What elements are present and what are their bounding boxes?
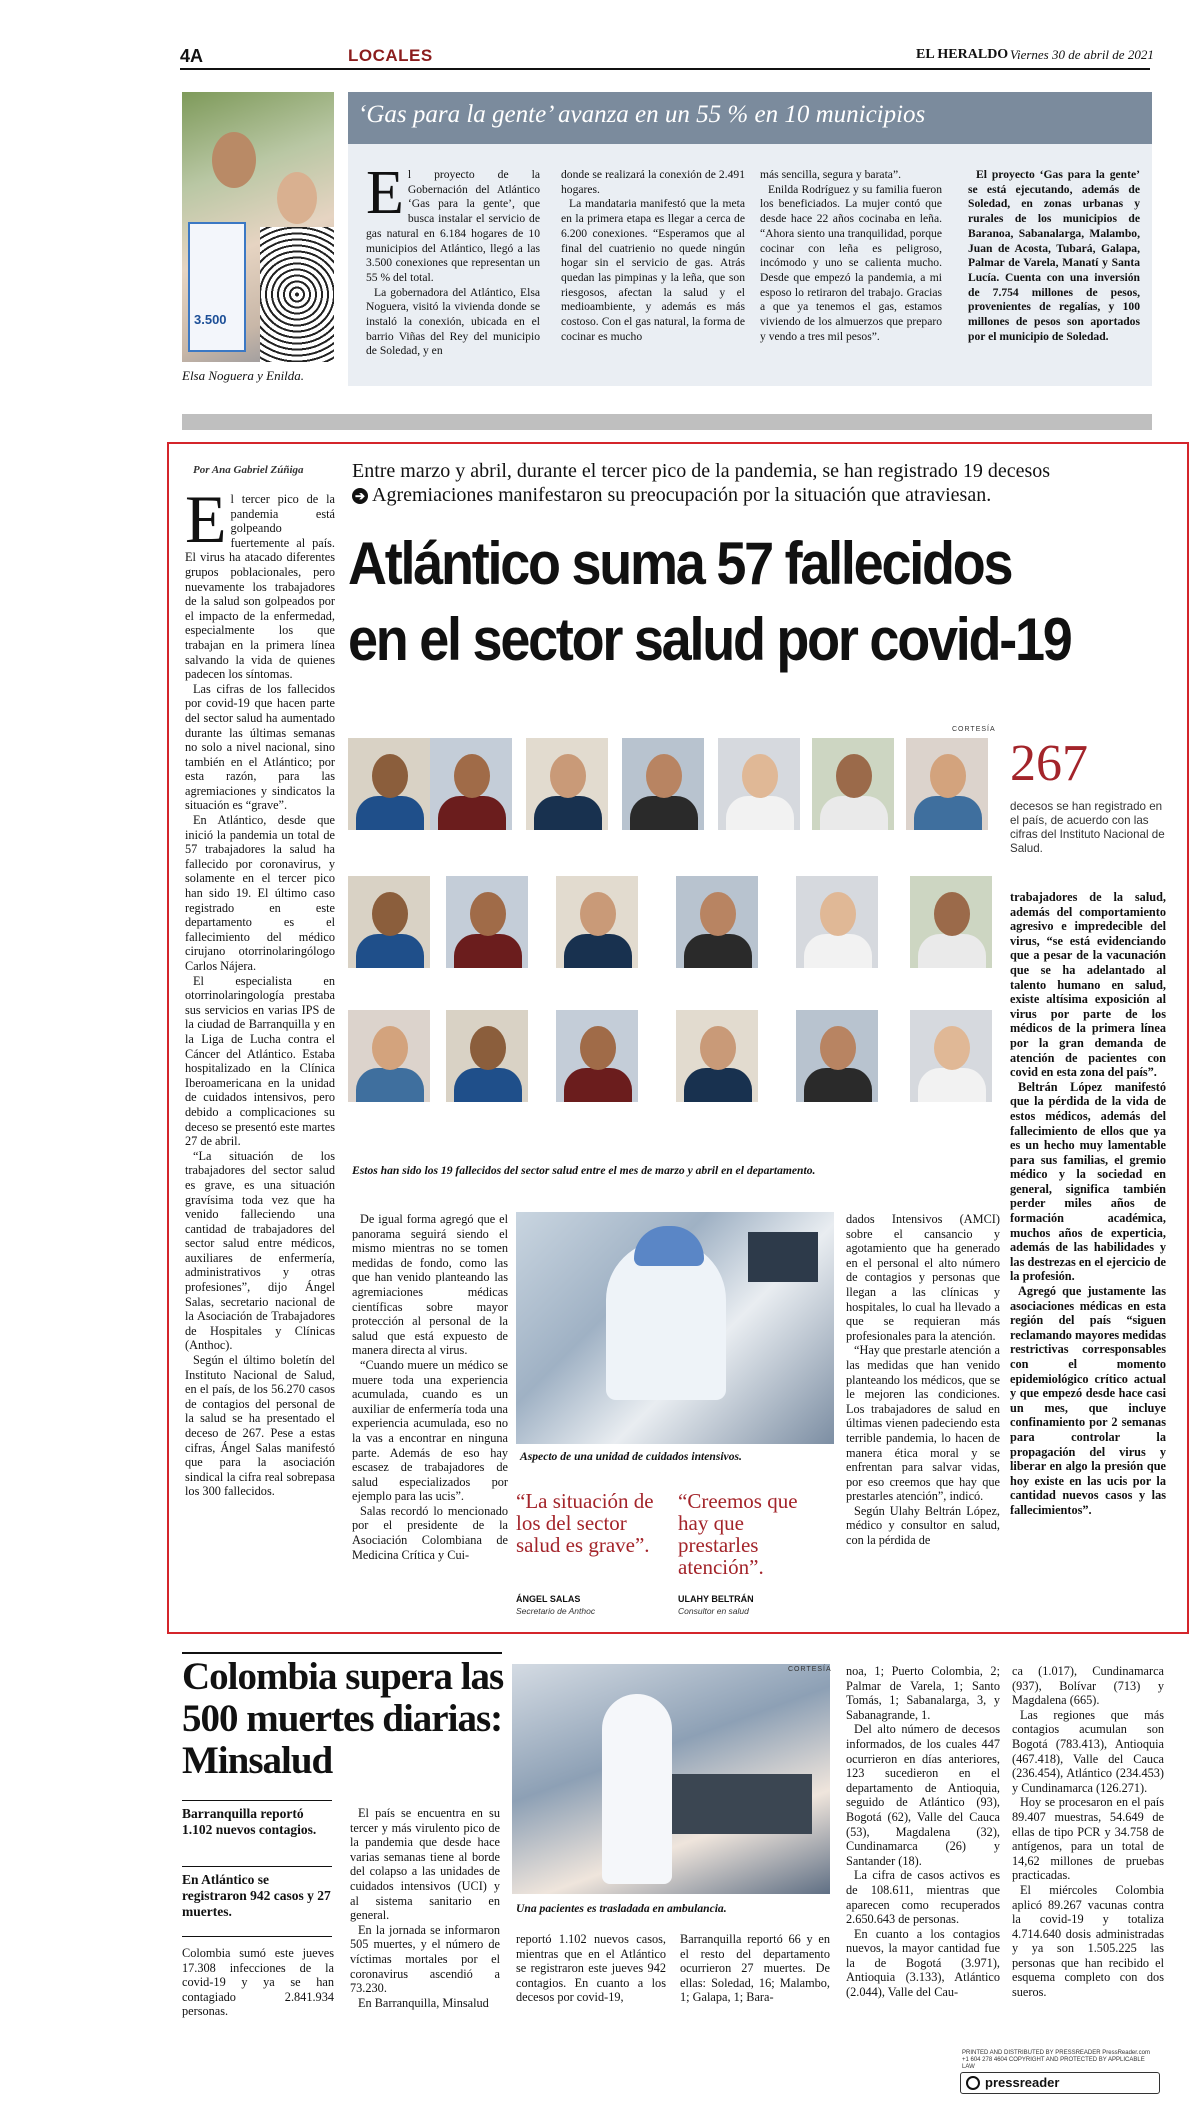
gas-col2b-text: La mandataria manifestó que la meta en la primera etapa es llegar a cerca de 6.200 conexiones. “Esperamos que al final del cuatrienio no quede ningún hogar sin el servicio de gas. Atrás quedan las pimpinas y la leña, que son riesgosos, afectan la salud y el medioambiente, y además es más costoso. Con el gas natural, la forma de cocinar es mucho [561,197,745,343]
mid3-p2: “Hay que prestarle atención a las medidas que han venido planteando los médicos, que se le mejoren las condiciones. Los trabajadores de salud en últimas vienen padeciendo esta terrible pandemia, lo hacen de manera ética moral y se enfrentan para salvar vidas, por eso creemos que hay que prestarles atención”, indicó. [846,1343,1000,1504]
pull-quote-1-role: Secretario de Anthoc [516,1606,596,1616]
icu-photo [516,1212,834,1444]
deck-line-2 [352,484,991,507]
left-p6: Según el último boletín del Instituto Nacional de Salud, en el país, de los 56.270 casos de contagios del personal de la salud se ha presentado el deceso de 267. Pese a estas cifras, Ángel Salas manifestó que para la asociación sindical la cifra real sobrepasa los 300 fallecidos. [185,1353,335,1499]
pull-quote-1-name: ÁNGEL SALAS [516,1594,581,1604]
bottom-col-4 [846,1664,1000,2000]
b5-p4: El miércoles Colombia aplicó 89.267 vacunas contra la covid-19 y totaliza 4.714.640 dosis administradas y ya son 1.505.225 las personas que han recibido el esquema completo con dos sueros. [1012,1882,1164,2000]
b2-p3: En Barranquilla, Minsalud [358,1995,489,2010]
right-p1: trabajadores de la salud, además del comportamiento agresivo e impredecible del virus, “se está evidenciando que a pesar de la vacunación que se ha adelantado al talento humano en salud, existe altísima exposición al virus por parte de los médicos de la primera línea por la gran demanda de atención de pacientes con covid en esta zona del país”. [1010,890,1166,1080]
header-rule [180,68,1150,70]
pull-quote-2-name: ULAHY BELTRÁN [678,1594,754,1604]
icu-caption: Aspecto de una unidad de cuidados intensivos. [520,1450,742,1463]
main-left-column [185,481,335,1499]
bottom-col-3a: reportó 1.102 nuevos casos, mientras que en el Atlántico se registraron este jueves 942 contagios. En cuanto a los decesos por covid-19, [516,1932,666,2005]
b4-p1: noa, 1; Puerto Colombia, 2; Palmar de Varela, 1; Santo Tomás, 1; Sabanalarga, 3, y Sabanagrande, 1. [846,1664,1000,1722]
bottom-col-2 [350,1806,500,2010]
main-mid-column-3 [846,1212,1000,1548]
sub-rule-1 [182,1800,332,1801]
bottom-col-5 [1012,1664,1164,2000]
b4-p4: En cuanto a los contagios nuevos, la mayor cantidad fue la de Bogotá (3.971), Antioquia (3.133), Atlántico (2.044), Valle del Cau- [846,1926,1000,2000]
stat-number: 267 [1010,735,1088,792]
gas-story-photo [182,92,334,362]
b5-p3: Hoy se procesaron en el país 89.407 muestras, 54.649 de ellas de tipo PCR y 34.758 de antígenos, para un total de 14,62 millones de pruebas practicadas. [1012,1795,1164,1883]
left-p5: “La situación de los trabajadores del sector salud es grave, es una situación gravísima toda vez que ha venido falleciendo una cantidad de trabajadores del sector salud entre médicos, auxiliares de enfermería, administrativos y otras profesiones”, dijo Ángel Salas, secretario nacional de la Asociación de Trabajadores de Hospitales y Clínicas (Anthoc). [185,1148,335,1353]
left-p2: Las cifras de los fallecidos por covid-19 que hacen parte del sector salud ha aumentado durante las últimas semanas no solo a nivel nacional, sino también en el Atlántico; por esta razón, para las agremiaciones y sindicatos la situación es “grave”. [185,681,335,813]
b2-p2: En la jornada se informaron 505 muertes, y el número de víctimas mortales por el coronavirus ascendió a 73.230. [350,1922,500,1996]
bottom-sub-1: Barranquilla reportó 1.102 nuevos contagios. [182,1806,317,1837]
b5-p2: Las regiones que más contagios acumulan son Bogotá (783.413), Antioquia (467.418), Valle del Cauca (236.454), Atlántico (234.453) y Cundinamarca (126.271). [1012,1707,1164,1795]
victim-portrait [796,876,878,968]
story-separator [182,414,1152,430]
main-right-column [1010,890,1166,1518]
arrow-circle-icon: ➔ [352,488,368,504]
mid3-p3: Según Ulahy Beltrán López, médico y consultor en salud, con la pérdida de [846,1503,1000,1548]
main-dropcap: E [185,481,227,557]
main-headline [348,526,1086,678]
ambulance-caption: Una pacientes es trasladada en ambulancia. [516,1902,727,1915]
gas-col2-text: donde se realizará la conexión de 2.491 hogares. [561,168,745,196]
gas-col3-text: más sencilla, segura y barata”. [760,168,901,181]
photo-credit: CORTESÍA [952,726,996,733]
victim-portrait [446,876,528,968]
gas-col3b-text: Enilda Rodríguez y su familia fueron los beneficiados. La mujer contó que desde hace 22 años cocinaba en leña. “Ahora siento una tranquilidad, porque cocinar con leña es peligroso, incómodo y uno se calienta mucho. Desde que empezó la pandemia, a mi esposo lo retiraron del trabajo. Gracias a que ya tenemos el gas, estamos viviendo de los almuerzos que preparo y vendo a tres mil pesos”. [760,182,942,343]
right-p3: Agregó que justamente las asociaciones médicas en esta región del país “siguen reclamando mayores medidas restrictivas corresponsables con el momento epidemiológico crítico actual y que empezó desde hace casi un mes, que incluye confinamiento por 2 semanas para controlar la propagación del virus y liberar en algo la presión que hoy existe en las ucis por la cantidad nuevos casos y las fallecimientos”. [1010,1284,1166,1517]
pull-quote-2-role: Consultor en salud [678,1606,749,1616]
b2-p1: El país se encuentra en su tercer y más virulento pico de la pandemia que desde hace varias semanas tiene al borde del colapso a las unidades de cuidados intensivos (UCI) y al sistema sanitario en general. [350,1806,500,1923]
ambulance-photo [512,1664,830,1894]
victim-portrait [430,738,512,830]
gas-col4-text: El proyecto ‘Gas para la gente’ se está ejecutando, además de Soledad, en zonas urbanas y rurales de los municipios de Baranoa, Sabanalarga, Malambo, Juan de Acosta, Tubará, Galapa, Palmar de Varela, Manatí y Santa Lucía. Cuenta con una inversión de 7.754 millones de pesos, provenientes de regalías, y 100 millones de pesos son aportados por el municipio de Soledad. [968,168,1140,343]
gas-story-title: ‘Gas para la gente’ avanza en un 55 % en 10 municipios [358,101,926,128]
victim-portrait [556,1010,638,1102]
victim-portrait [348,1010,430,1102]
pressreader-logo[interactable] [960,2072,1160,2094]
grid-caption: Estos han sido los 19 fallecidos del sector salud entre el mes de marzo y abril en el departamento. [352,1164,816,1177]
pressreader-logo-text: pressreader [985,2075,1060,2090]
gas-column-3 [760,168,942,344]
left-p4: El especialista en otorrinolaringología prestaba sus servicios en varias IPS de la ciudad de Barranquilla y en la Liga de Lucha contra el Cáncer del Atlántico. Estaba hospitalizado en la Clínica Iberoamericana en la unidad de cuidados intensivos, pero debido a complicaciones su deceso se presentó este martes 27 de abril. [185,973,335,1149]
headline-line-2: en el sector salud por covid-19 [348,606,1071,673]
victim-portrait [446,1010,528,1102]
victim-portrait [622,738,704,830]
left-p3: En Atlántico, desde que inició la pandemia un total de 57 trabajadores la salud ha fallecido por coronavirus, y solamente en el tercer pico han sido 19. El último caso registrado en este departamento es el fallecimiento del médico cirujano otorrinolaringólogo Carlos Nájera. [185,813,335,973]
issue-date: Viernes 30 de abril de 2021 [1010,47,1154,62]
bottom-headline: Colombia supera las 500 muertes diarias: Minsalud [182,1655,504,1782]
victim-portrait [910,1010,992,1102]
pull-quote-2: “Creemos que hay que prestarles atención”. [678,1489,798,1579]
page-number: 4A [180,46,204,66]
bottom-sub-2: En Atlántico se registraron 942 casos y 27 muertes. [182,1872,331,1919]
mid1-p2: “Cuando muere un médico se muere toda una experiencia acumulada, cuando es un auxiliar de enfermería toda una experiencia acumulada, eso no la vas a encontrar en ninguna parte. Además de eso hay escasez de trabajadores de salud especializados por ejemplo para las ucis”. [352,1357,508,1504]
victim-portrait [906,738,988,830]
victim-portrait [556,876,638,968]
gas-column-2 [561,168,745,344]
b4-p2: Del alto número de decesos informados, de los cuales 447 ocurrieron en días anteriores, 123 sucedieron en el departamento de Antioquia, seguido de Atlántico (93), Bogotá (62), Valle del Cauca (53), Magdalena (32), Cundinamarca (26) y Santander (18). [846,1722,1000,1868]
sub-rule-2 [182,1866,332,1867]
bottom-col-3b: Barranquilla reportó 66 y en el resto del departamento ocurrieron 27 muertes. De ellas: Soledad, 16; Malambo, 1; Galapa, 1; Bara- [680,1932,830,2005]
pressreader-note: PRINTED AND DISTRIBUTED BY PRESSREADER PressReader.com +1 604 278 4604 COPYRIGHT AND PROTECTED BY APPLICABLE LAW [962,2050,1150,2070]
newspaper-name: EL HERALDO [916,47,1009,62]
victim-portrait [676,1010,758,1102]
left-p1: l tercer pico de la pandemia está golpeando fuertemente al país. El virus ha atacado diferentes grupos poblacionales, pero nuevamente los trabajadores de la salud son golpeados por el impacto de la enfermedad, especialmente los que trabajan en la primera línea salvando la vida de quienes padecen los síntomas. [185,492,335,682]
gas-column-1 [366,159,540,359]
pressreader-logo-icon [966,2076,980,2090]
byline: Por Ana Gabriel Zúñiga [193,464,304,476]
gas-col1b-text: La gobernadora del Atlántico, Elsa Noguera, visitó la vivienda donde se instaló la conexión, ubicada en el barrio Viñas del Rey del municipio de Soledad, y en [366,285,540,358]
victim-portrait [718,738,800,830]
section-name: LOCALES [348,46,433,65]
gas-photo-caption: Elsa Noguera y Enilda. [182,368,305,383]
main-mid-column-1 [352,1212,508,1562]
gas-photo-sign-text: 3.500 [194,312,227,327]
bottom-col-1: Colombia sumó este jueves 17.308 infecciones de la covid-19 y ya se han contagiado 2.841.934 personas. [182,1946,334,2019]
gas-dropcap: E [366,159,404,227]
b4-p3: La cifra de casos activos es de 108.611, mientras que aparecen como recuperados 2.650.643 de personas. [846,1868,1000,1927]
mid3-p1: dados Intensivos (AMCI) sobre el cansancio y agotamiento que ha generado en el personal el alto número de contagios y personas que llegan a las clínicas y hospitales, lo cual ha llevado a que se requieran más profesionales para la atención. [846,1212,1000,1343]
victim-portrait [910,876,992,968]
bottom-photo-credit: CORTESÍA [788,1666,832,1673]
sub-rule-3 [182,1936,332,1937]
victim-portrait [348,876,430,968]
victim-portrait [796,1010,878,1102]
right-p2: Beltrán López manifestó que la pérdida de la vida de estos médicos, además del fallecimiento de ellos que ya es un hecho muy lamentable para sus familias, el gremio médico y la sociedad en general, significa también perder miles años de formación académica, muchos años de experticia, además de las habilidades y las destrezas en el ejercicio de la profesión. [1010,1079,1166,1284]
bottom-story-rule [182,1652,502,1654]
headline-line-1: Atlántico suma 57 fallecidos [348,530,1012,597]
victim-portrait [676,876,758,968]
victim-portrait [812,738,894,830]
deck-line-2-text: Agremiaciones manifestaron su preocupación por la situación que atraviesan. [372,484,992,506]
b5-p1: ca (1.017), Cundinamarca (937), Bolívar (713) y Magdalena (665). [1012,1664,1164,1708]
victim-portrait [526,738,608,830]
pull-quote-1: “La situación de los del sector salud es grave”. [516,1489,654,1557]
mid1-p1: De igual forma agregó que el panorama seguirá siendo el mismo mientras no se tomen medidas de fondo, como las que han venido planteando las agremiaciones médicas científicas sobre mayor protección al personal de la salud que está expuesto de manera directa al virus. [352,1212,508,1358]
stat-text: decesos se han registrado en el país, de acuerdo con las cifras del Instituto Nacional de Salud. [1010,800,1165,855]
mid1-p3: Salas recordó lo mencionado por el presidente de la Asociación Colombiana de Medicina Crítica y Cui- [352,1503,508,1562]
gas-column-4 [968,168,1140,344]
deck-line-1: Entre marzo y abril, durante el tercer pico de la pandemia, se han registrado 19 decesos [352,460,1051,482]
victim-portrait [348,738,430,830]
gas-col1-text: l proyecto de la Gobernación del Atlántico ‘Gas para la gente’, que busca instalar el servicio de gas natural en 6.184 hogares de 10 municipios del Atlántico, llegó a las 3.500 conexiones que representan un 55 % del total. [366,168,540,284]
